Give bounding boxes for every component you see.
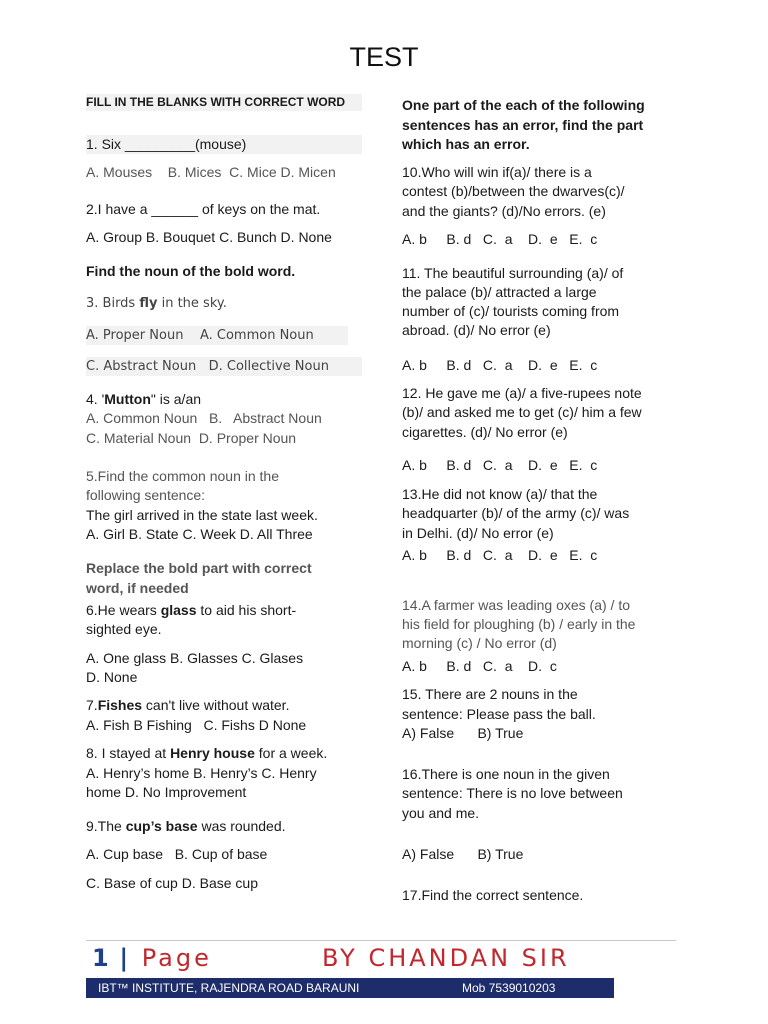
question-9: 9.The cup’s base was rounded. [86,818,286,834]
question-16-options: A) False B) True [402,846,524,862]
question-15-options: A) False B) True [402,725,524,741]
question-13-line-2: headquarter (b)/ of the army (c)/ was [402,505,630,521]
question-12-options: A. b B. d C. a D. e E. c [402,457,598,473]
error-section-heading-1: One part of the each of the following [402,97,645,113]
replace-section-heading-2: word, if needed [86,580,189,596]
question-12-line-2: (b)/ and asked me to get (c)/ him a few [402,404,642,420]
question-14-line-2: his field for ploughing (b) / early in the [402,616,636,632]
question-10-line-2: contest (b)/between the dwarves(c)/ [402,183,625,199]
question-13-line-3: in Delhi. (d)/ No error (e) [402,525,554,541]
replace-section-heading-1: Replace the bold part with correct [86,560,312,576]
question-8-options-row-1: A. Henry’s home B. Henry’s C. Henry [86,765,317,781]
question-8-options-row-2: home D. No Improvement [86,784,247,800]
page-title: TEST [349,42,419,72]
question-13-line-1: 13.He did not know (a)/ that the [402,486,598,502]
question-11-options: A. b B. d C. a D. e E. c [402,357,598,373]
question-16-line-1: 16.There is one noun in the given [402,766,610,782]
question-11-line-3: number of (c)/ tourists coming from [402,303,620,319]
question-1: 1. Six _________(mouse) [86,135,362,154]
question-14-options: A. b B. d C. a D. c [402,658,557,674]
institute-name: IBT™ INSTITUTE, RAJENDRA ROAD BARAUNI [98,981,360,995]
question-16-line-2: sentence: There is no love between [402,785,623,801]
noun-section-heading: Find the noun of the bold word. [86,263,296,279]
question-9-options-row-2: C. Base of cup D. Base cup [86,875,258,891]
question-12-line-1: 12. He gave me (a)/ a five-rupees note [402,385,642,401]
question-16-line-3: you and me. [402,805,480,821]
question-11-line-1: 11. The beautiful surrounding (a)/ of [402,265,624,281]
question-7-options: A. Fish B Fishing C. Fishs D None [86,717,307,733]
question-7: 7.Fishes can't live without water. [86,697,290,713]
author-credit: BY CHANDAN SIR [322,944,570,972]
question-2: 2.I have a ______ of keys on the mat. [86,201,321,217]
question-11-line-4: abroad. (d)/ No error (e) [402,322,551,338]
question-4: 4. 'Mutton" is a/an [86,391,202,407]
question-9-options-row-1: A. Cup base B. Cup of base [86,846,268,862]
question-1-options: A. Mouses B. Mices C. Mice D. Micen [86,164,336,180]
question-14-line-3: morning (c) / No error (d) [402,635,557,651]
question-5-line-2: following sentence: [86,487,206,503]
question-6-line-2: sighted eye. [86,621,162,637]
question-11-line-2: the palace (b)/ attracted a large [402,284,597,300]
question-4-options-row-2: C. Material Noun D. Proper Noun [86,430,297,446]
fill-blanks-heading: FILL IN THE BLANKS WITH CORRECT WORD [86,94,362,111]
question-3-options-row-1: A. Proper Noun A. Common Noun [86,326,348,345]
question-12-line-3: cigarettes. (d)/ No error (e) [402,424,568,440]
error-section-heading-2: sentences has an error, find the part [402,117,644,133]
question-13-options: A. b B. d C. a D. e E. c [402,547,598,563]
question-14-line-1: 14.A farmer was leading oxes (a) / to [402,597,630,613]
footer-divider [86,940,676,941]
question-3: 3. Birds fly in the sky. [86,296,227,311]
error-section-heading-3: which has an error. [402,136,530,152]
question-8: 8. I stayed at Henry house for a week. [86,745,328,761]
question-10-line-1: 10.Who will win if(a)/ there is a [402,164,592,180]
footer-contact-bar [86,978,614,998]
question-6-options-row-1: A. One glass B. Glasses C. Glases [86,650,304,666]
question-5-line-3: The girl arrived in the state last week. [86,507,318,523]
question-15-line-1: 15. There are 2 nouns in the [402,686,578,702]
question-17: 17.Find the correct sentence. [402,887,584,903]
question-3-options-row-2: C. Abstract Noun D. Collective Noun [86,357,362,376]
question-10-options: A. b B. d C. a D. e E. c [402,231,598,247]
question-10-line-3: and the giants? (d)/No errors. (e) [402,203,606,219]
question-4-options-row-1: A. Common Noun B. Abstract Noun [86,410,322,426]
question-15-line-2: sentence: Please pass the ball. [402,706,596,722]
question-6: 6.He wears glass to aid his short- [86,602,297,618]
page-number: 1 | Page [92,944,212,972]
mobile-number: Mob 7539010203 [462,981,556,995]
question-5-options: A. Girl B. State C. Week D. All Three [86,526,313,542]
question-2-options: A. Group B. Bouquet C. Bunch D. None [86,229,332,245]
question-6-options-row-2: D. None [86,669,138,685]
question-5-line-1: 5.Find the common noun in the [86,468,280,484]
